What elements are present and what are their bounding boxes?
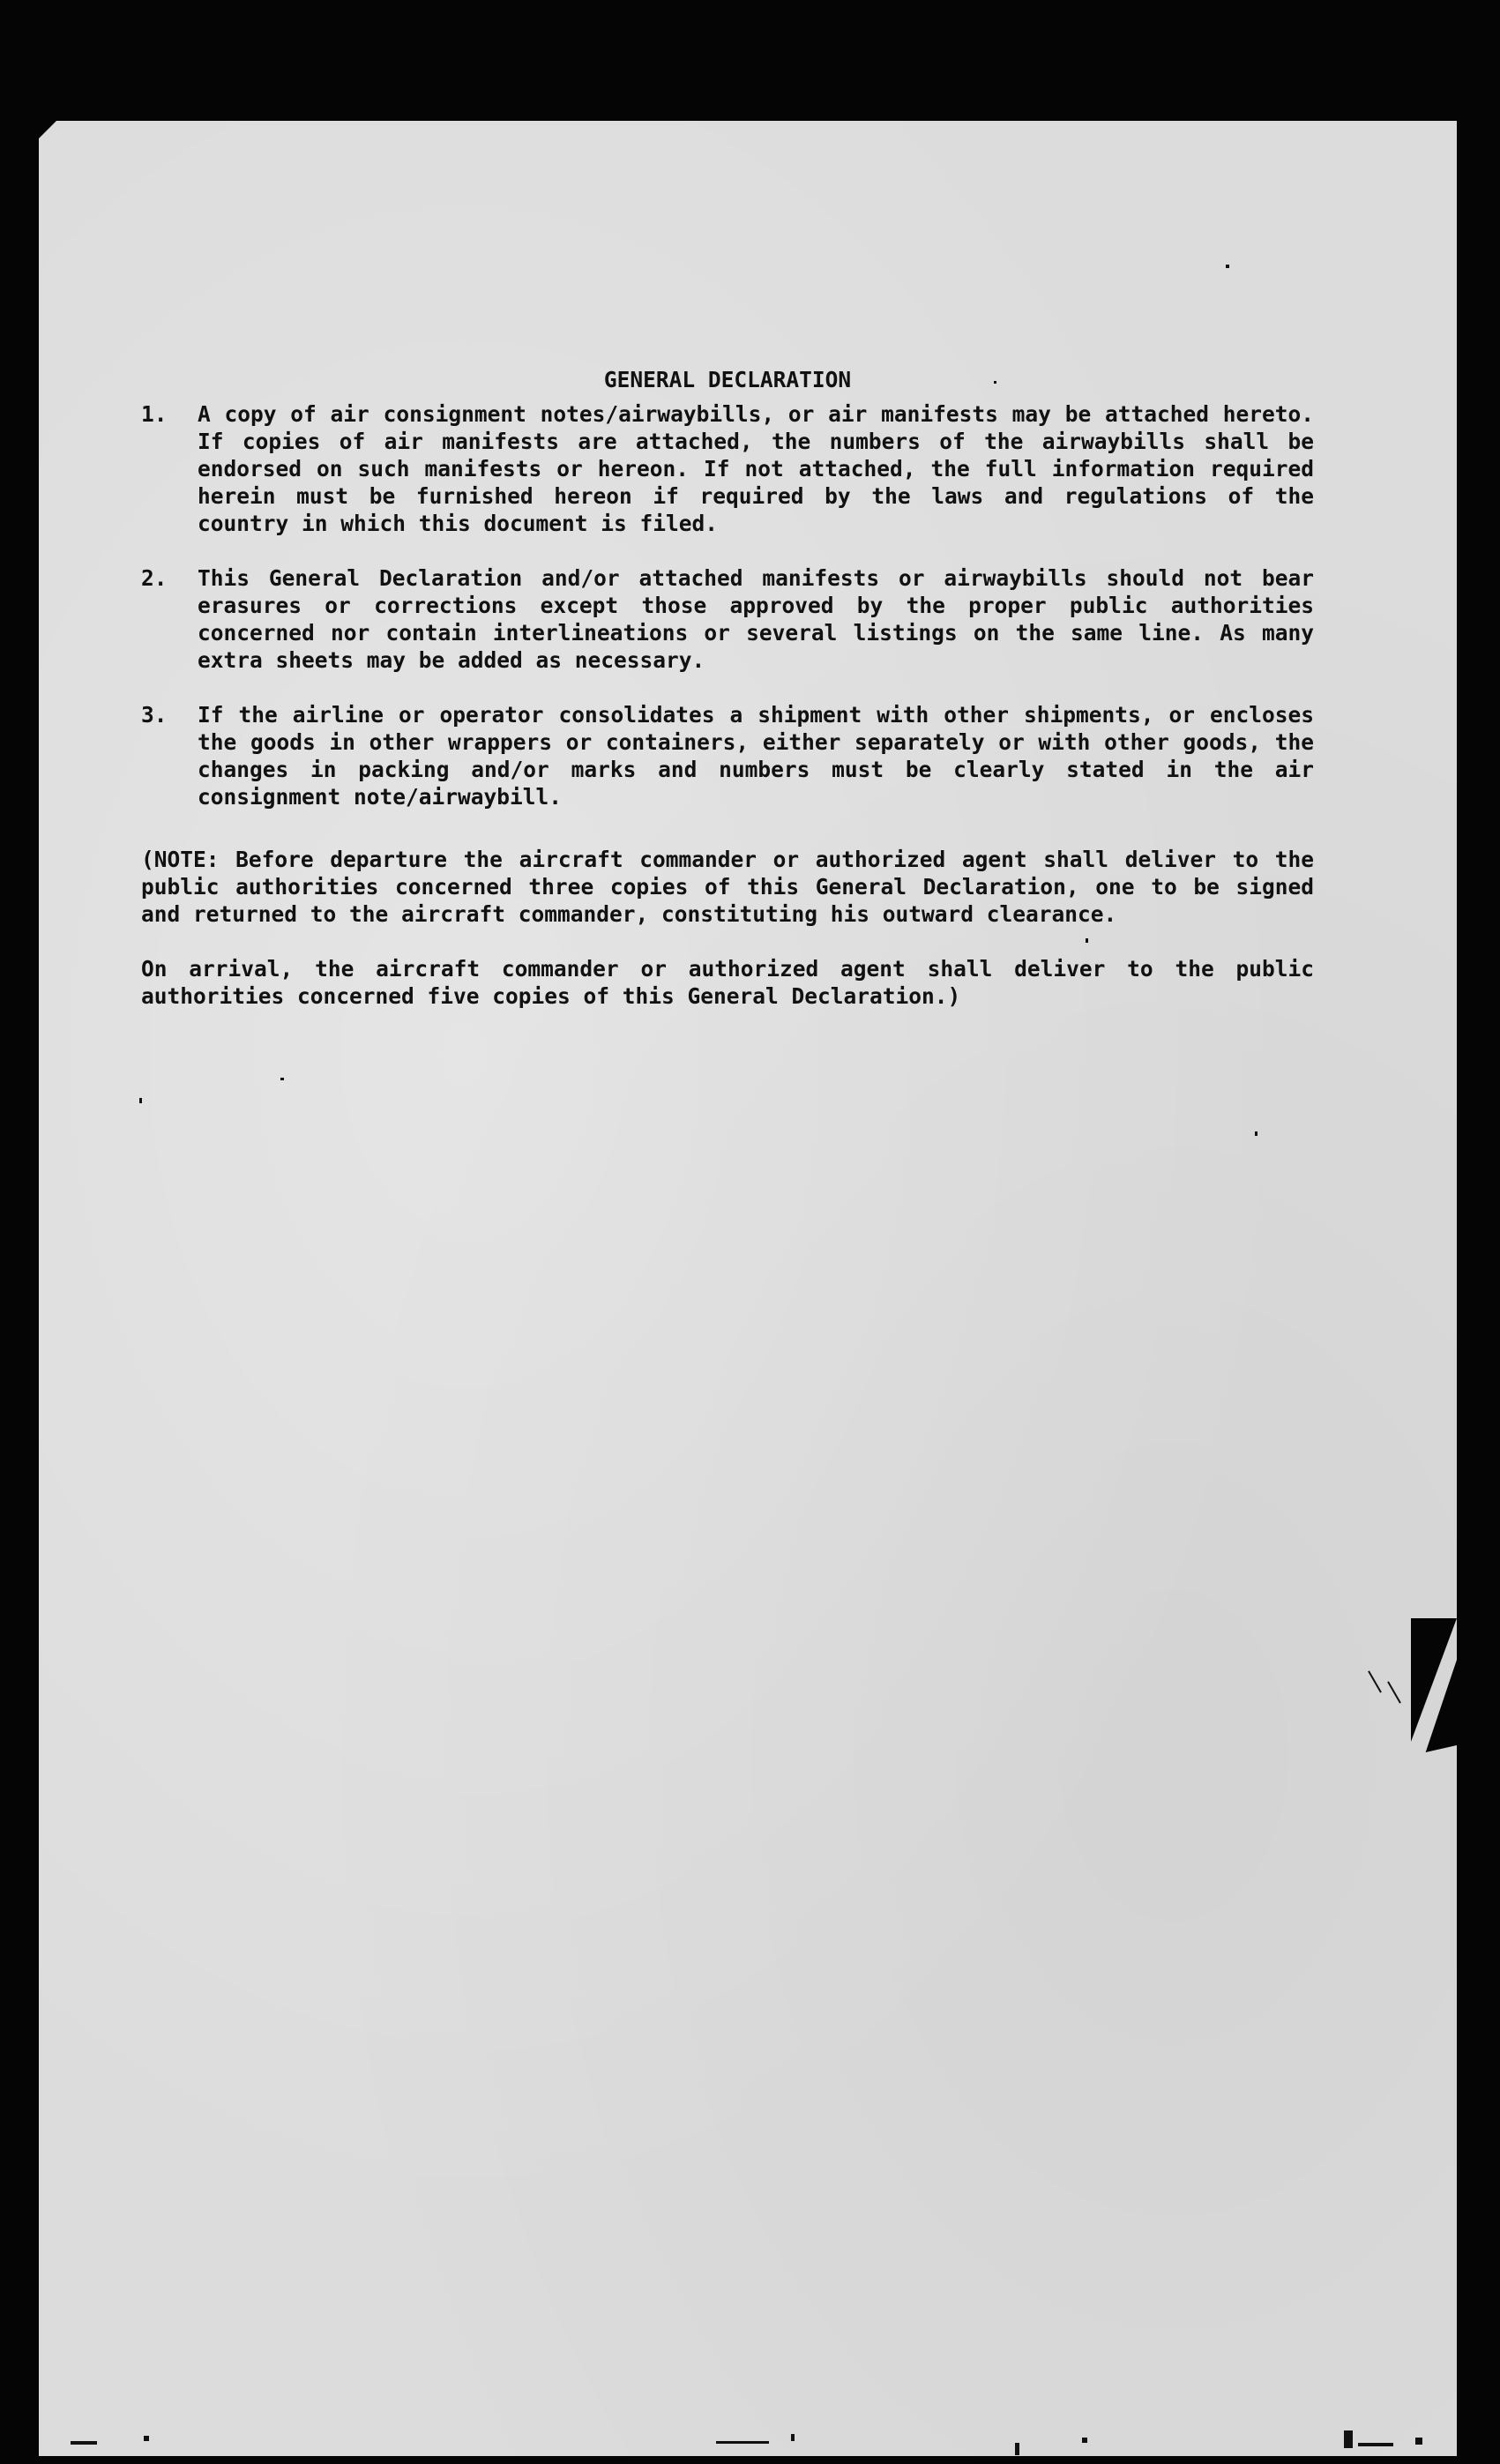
speck (1226, 265, 1229, 268)
folded-corner (1411, 1618, 1457, 1742)
list-item (141, 400, 1314, 537)
speck (1015, 2443, 1019, 2455)
speck (139, 1098, 142, 1103)
speck (1086, 938, 1088, 943)
item-text: A copy of air consignment notes/airwaybills, or air manifests may be attached hereto. If copies of air manifests are attached, the numbers of the airwaybills shall be endorsed on such manifests or hereon. If not attached, the full information required herein must be furnished hereon if required by the laws and regulations of the country in which this document is filed. (198, 401, 1314, 536)
item-text: If the airline or operator consolidates a shipment with other shipments, or encloses the goods in other wrappers or containers, either separately or with other goods, the changes in packing and/or marks and numbers must be clearly stated in the air consignment note/airwaybill. (198, 702, 1314, 810)
document-body (141, 366, 1314, 1010)
speck (1082, 2438, 1087, 2443)
speck (1358, 2443, 1393, 2446)
item-number: 2. (141, 565, 168, 591)
speck (71, 2441, 97, 2445)
speck (280, 1078, 284, 1080)
note-paragraph: On arrival, the aircraft commander or authorized agent shall deliver to the public authorities concerned five copies of this General Declaration.) (141, 956, 1314, 1009)
speck (1344, 2430, 1353, 2448)
item-number: 1. (141, 401, 168, 427)
document-title: GENERAL DECLARATION (603, 367, 852, 392)
item-text: This General Declaration and/or attached manifests or airwaybills should not bear erasures or corrections except those approved by the proper public authorities concerned nor contain interlineations or several listings on the same line. As many extra sheets may be added as necessary. (198, 565, 1314, 673)
speck (1255, 1131, 1257, 1136)
item-number: 3. (141, 702, 168, 728)
list-item (141, 564, 1314, 674)
speck (791, 2434, 795, 2441)
speck (994, 381, 996, 384)
list-item (141, 701, 1314, 810)
speck (1415, 2438, 1422, 2445)
note-paragraph: (NOTE: Before departure the aircraft commander or authorized agent shall deliver to the public authorities concerned three copies of this General Declaration, one to be signed and returned to the aircraft commander, constituting his outward clearance. (141, 847, 1314, 927)
speck (716, 2441, 769, 2444)
speck (144, 2436, 149, 2441)
